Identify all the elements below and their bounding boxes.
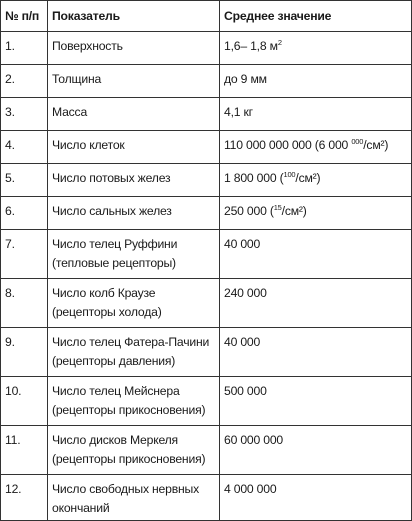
value-suffix: /см²) — [281, 204, 307, 218]
row-indicator: Число потовых желез — [48, 164, 220, 197]
row-value — [220, 32, 412, 65]
table-body — [1, 32, 412, 521]
row-value — [220, 377, 412, 426]
value-text: 240 000 — [224, 286, 267, 300]
row-indicator: Число телец Руффини (тепловые рецепторы) — [48, 230, 220, 279]
row-number: 8. — [1, 279, 48, 328]
header-number: № п/п — [1, 1, 48, 32]
row-indicator: Число сальных желез — [48, 197, 220, 230]
row-value — [220, 197, 412, 230]
row-number: 10. — [1, 377, 48, 426]
value-superscript: 000 — [351, 136, 364, 146]
value-text: 4 000 000 — [224, 482, 277, 496]
table-row — [1, 32, 412, 65]
row-indicator: Масса — [48, 98, 220, 131]
value-text: до 9 мм — [224, 72, 267, 86]
row-indicator: Число колб Краузе (рецепторы холода) — [48, 279, 220, 328]
table-row — [1, 197, 412, 230]
row-number: 1. — [1, 32, 48, 65]
value-superscript: 15 — [273, 202, 282, 212]
row-value — [220, 131, 412, 164]
row-indicator: Число свободных нервных окончаний — [48, 475, 220, 521]
row-indicator: Поверхность — [48, 32, 220, 65]
row-number: 4. — [1, 131, 48, 164]
value-text: 500 000 — [224, 384, 267, 398]
header-row — [1, 1, 412, 32]
row-number: 11. — [1, 426, 48, 475]
value-text: 1,6– 1,8 м — [224, 39, 278, 53]
row-indicator: Число дисков Меркеля (рецепторы прикосновения) — [48, 426, 220, 475]
value-text: 110 000 000 000 (6 000 — [224, 138, 352, 152]
row-value — [220, 328, 412, 377]
row-value — [220, 98, 412, 131]
value-suffix: /см²) — [295, 171, 321, 185]
table-row — [1, 131, 412, 164]
row-value — [220, 279, 412, 328]
row-number: 6. — [1, 197, 48, 230]
row-value — [220, 230, 412, 279]
row-indicator: Толщина — [48, 65, 220, 98]
value-text: 250 000 ( — [224, 204, 274, 218]
row-number: 12. — [1, 475, 48, 521]
table-row — [1, 230, 412, 279]
table-row — [1, 328, 412, 377]
value-superscript: 2 — [277, 37, 282, 47]
row-number: 9. — [1, 328, 48, 377]
value-suffix: /см²) — [363, 138, 389, 152]
table-row — [1, 164, 412, 197]
row-value — [220, 65, 412, 98]
table-row — [1, 98, 412, 131]
table-row — [1, 279, 412, 328]
table-row — [1, 475, 412, 521]
row-indicator: Число клеток — [48, 131, 220, 164]
value-superscript: 100 — [283, 169, 296, 179]
row-number: 2. — [1, 65, 48, 98]
row-indicator: Число телец Мейснера (рецепторы прикосновения) — [48, 377, 220, 426]
row-number: 7. — [1, 230, 48, 279]
header-indicator: Показатель — [48, 1, 220, 32]
value-text: 4,1 кг — [224, 105, 253, 119]
row-value — [220, 426, 412, 475]
row-value — [220, 164, 412, 197]
header-average-value: Среднее значение — [220, 1, 412, 32]
value-text: 1 800 000 ( — [224, 171, 284, 185]
table-row — [1, 426, 412, 475]
row-indicator: Число телец Фатера-Пачини (рецепторы давления) — [48, 328, 220, 377]
table-row — [1, 65, 412, 98]
value-text: 60 000 000 — [224, 433, 283, 447]
table-row — [1, 377, 412, 426]
row-number: 5. — [1, 164, 48, 197]
row-number: 3. — [1, 98, 48, 131]
row-value — [220, 475, 412, 521]
value-text: 40 000 — [224, 335, 261, 349]
value-text: 40 000 — [224, 237, 261, 251]
